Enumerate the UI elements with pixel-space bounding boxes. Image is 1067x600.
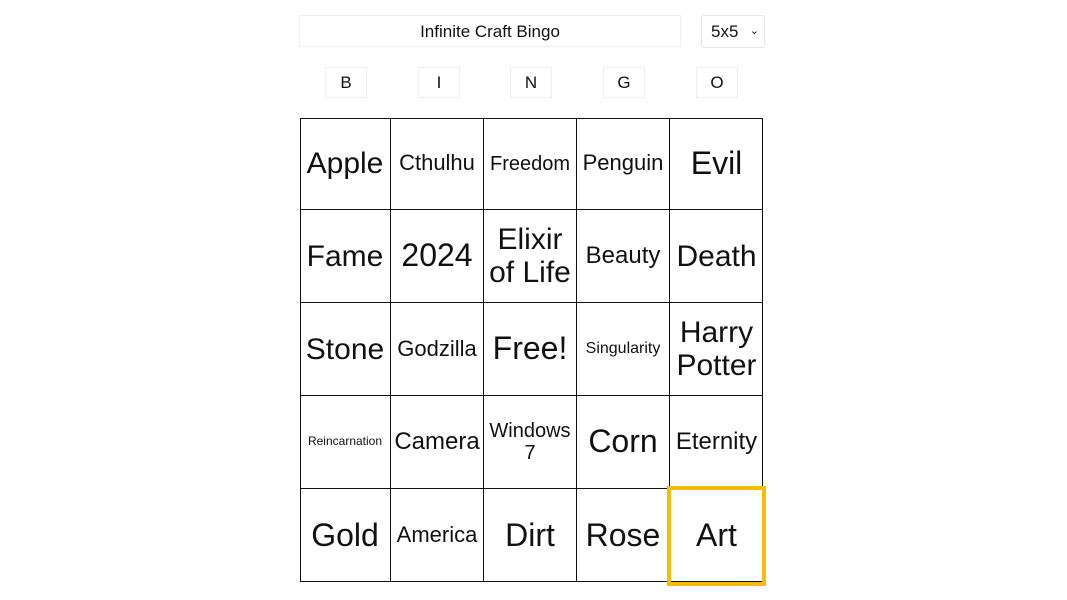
letter-button-b[interactable]: B	[325, 67, 367, 98]
bingo-cell[interactable]: Cthulhu	[391, 118, 484, 210]
title-input[interactable]: Infinite Craft Bingo	[299, 15, 681, 47]
bingo-cell[interactable]: Evil	[670, 118, 763, 210]
bingo-cell[interactable]: Harry Potter	[670, 303, 763, 396]
letter-button-n[interactable]: N	[510, 67, 552, 98]
chevron-down-icon: ⌄	[749, 25, 759, 37]
grid-size-value: 5x5	[711, 22, 739, 41]
bingo-cell[interactable]: Camera	[391, 396, 484, 489]
bingo-cell[interactable]: Windows 7	[484, 396, 577, 489]
bingo-cell[interactable]: Rose	[577, 489, 670, 582]
bingo-cell[interactable]: America	[391, 489, 484, 582]
bingo-cell[interactable]: 2024	[391, 210, 484, 303]
bingo-cell[interactable]: Godzilla	[391, 303, 484, 396]
bingo-cell[interactable]: Fame	[300, 210, 391, 303]
bingo-cell[interactable]: Apple	[300, 118, 391, 210]
bingo-cell[interactable]: Death	[670, 210, 763, 303]
letter-button-o[interactable]: O	[696, 67, 738, 98]
bingo-cell[interactable]: Reincarnation	[300, 396, 391, 489]
bingo-cell[interactable]: Art	[696, 516, 737, 553]
bingo-cell[interactable]: Penguin	[577, 118, 670, 210]
bingo-cell[interactable]: Corn	[577, 396, 670, 489]
bingo-cell[interactable]: Freedom	[484, 118, 577, 210]
letter-button-i[interactable]: I	[418, 67, 460, 98]
bingo-cell[interactable]: Gold	[300, 489, 391, 582]
selected-cell-highlight	[667, 486, 766, 586]
bingo-cell[interactable]: Dirt	[484, 489, 577, 582]
bingo-cell[interactable]: Eternity	[670, 396, 763, 489]
bingo-cell[interactable]: Free!	[484, 303, 577, 396]
bingo-cell[interactable]: Beauty	[577, 210, 670, 303]
bingo-cell[interactable]: Singularity	[577, 303, 670, 396]
bingo-cell[interactable]: Elixir of Life	[484, 210, 577, 303]
letter-button-g[interactable]: G	[603, 67, 645, 98]
grid-size-select[interactable]	[701, 15, 765, 48]
bingo-cell[interactable]: Stone	[300, 303, 391, 396]
